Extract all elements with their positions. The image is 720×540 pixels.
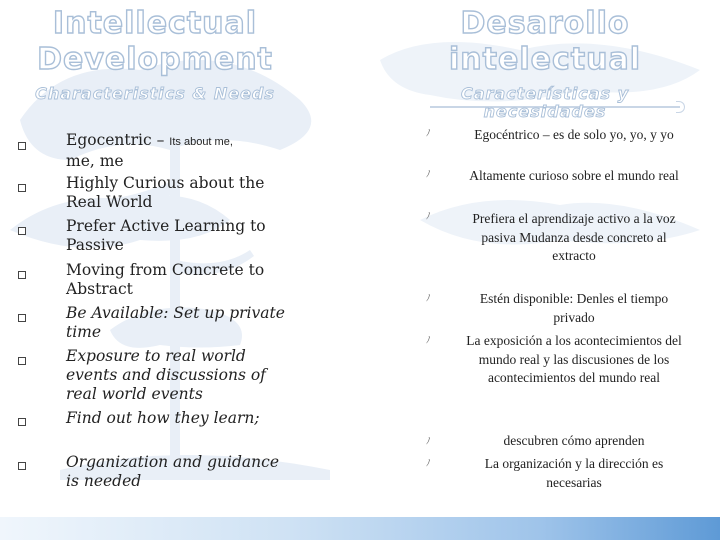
left-heading-line1: Intellectual bbox=[52, 6, 258, 41]
square-bullet-icon bbox=[18, 271, 26, 279]
left-list-item bbox=[66, 131, 296, 171]
left-list-item: Organization and guidance is needed bbox=[66, 453, 279, 490]
right-subheading-line2: necesidades bbox=[483, 102, 607, 121]
right-subheading-line1: Características y bbox=[460, 84, 630, 103]
footer-gradient-bar bbox=[0, 517, 720, 540]
left-item-small: Its about me, bbox=[169, 136, 233, 148]
arrow-bullet-icon: ﾉ bbox=[426, 212, 431, 222]
right-heading-line2: intelectual bbox=[449, 42, 641, 77]
arrow-bullet-icon: ﾉ bbox=[426, 459, 431, 469]
arrow-bullet-icon: ﾉ bbox=[426, 336, 431, 346]
left-item-cont: me, me bbox=[66, 152, 124, 170]
square-bullet-icon bbox=[18, 227, 26, 235]
square-bullet-icon bbox=[18, 142, 26, 150]
left-heading-line2: Development bbox=[37, 42, 273, 77]
left-subheading: Characteristics & Needs bbox=[35, 84, 275, 103]
square-bullet-icon bbox=[18, 184, 26, 192]
right-list-item: Egocéntrico – es de solo yo, yo, y yo bbox=[474, 127, 674, 142]
right-list-item: La organización y la dirección es necesarias bbox=[484, 456, 664, 490]
square-bullet-icon bbox=[18, 314, 26, 322]
right-list-item: Estén disponible: Denles el tiempo privado bbox=[479, 291, 669, 325]
arrow-bullet-icon: ﾉ bbox=[426, 170, 431, 180]
left-list-item: Prefer Active Learning to Passive bbox=[66, 217, 266, 254]
arrow-bullet-icon: ﾉ bbox=[426, 437, 431, 447]
right-list-item: Altamente curioso sobre el mundo real bbox=[469, 168, 679, 183]
square-bullet-icon bbox=[18, 418, 26, 426]
left-list-item: Be Available: Set up private time bbox=[66, 304, 285, 341]
right-list-item: descubren cómo aprenden bbox=[503, 433, 645, 448]
square-bullet-icon bbox=[18, 357, 26, 365]
right-list-item: La exposición a los acontecimientos del mundo real y las discusiones de los acontecimientos del mundo real bbox=[466, 333, 682, 385]
left-list-item: Find out how they learn; bbox=[66, 409, 260, 427]
left-list-item: Highly Curious about the Real World bbox=[66, 174, 265, 211]
arrow-bullet-icon: ﾉ bbox=[426, 129, 431, 139]
left-list-item: Exposure to real world events and discussions of real world events bbox=[66, 347, 266, 403]
square-bullet-icon bbox=[18, 462, 26, 470]
right-list-item: Prefiera el aprendizaje activo a la voz pasiva Mudanza desde concreto al extracto bbox=[472, 211, 676, 263]
left-item-main: Egocentric – bbox=[66, 131, 170, 149]
arrow-bullet-icon: ﾉ bbox=[426, 294, 431, 304]
right-heading-line1: Desarollo bbox=[460, 6, 630, 41]
left-list-item: Moving from Concrete to Abstract bbox=[66, 261, 265, 298]
